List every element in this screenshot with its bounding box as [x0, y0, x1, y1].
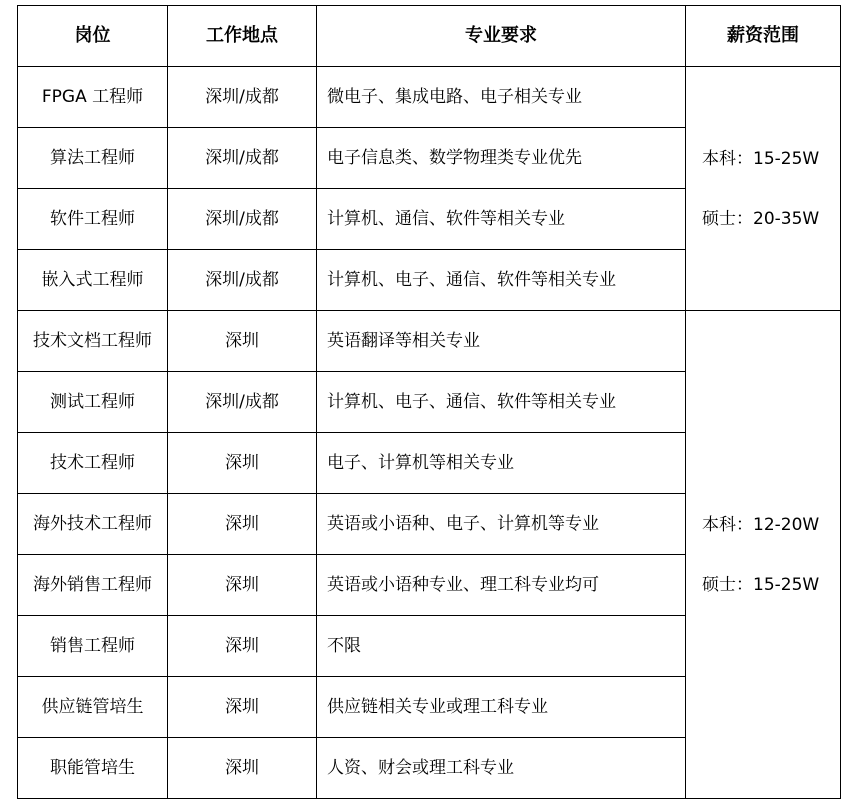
location-cell: 深圳 — [168, 311, 317, 372]
position-cell: 嵌入式工程师 — [18, 250, 168, 311]
location-cell: 深圳 — [168, 433, 317, 494]
major-cell: 英语或小语种、电子、计算机等专业 — [317, 494, 686, 555]
location-cell: 深圳/成都 — [168, 250, 317, 311]
location-cell: 深圳 — [168, 494, 317, 555]
table-row — [18, 311, 841, 372]
major-cell: 计算机、通信、软件等相关专业 — [317, 189, 686, 250]
location-cell: 深圳/成都 — [168, 189, 317, 250]
location-cell: 深圳/成都 — [168, 372, 317, 433]
position-cell: 职能管培生 — [18, 738, 168, 799]
position-cell: 技术工程师 — [18, 433, 168, 494]
major-cell: 英语翻译等相关专业 — [317, 311, 686, 372]
major-cell: 计算机、电子、通信、软件等相关专业 — [317, 372, 686, 433]
position-cell: 海外技术工程师 — [18, 494, 168, 555]
position-cell: FPGA 工程师 — [18, 67, 168, 128]
major-cell: 计算机、电子、通信、软件等相关专业 — [317, 250, 686, 311]
recruitment-table — [17, 5, 841, 799]
location-cell: 深圳 — [168, 677, 317, 738]
position-cell: 技术文档工程师 — [18, 311, 168, 372]
position-cell: 软件工程师 — [18, 189, 168, 250]
location-cell: 深圳/成都 — [168, 128, 317, 189]
salary-master: 硕士：20-35W — [702, 208, 820, 229]
major-cell: 微电子、集成电路、电子相关专业 — [317, 67, 686, 128]
salary-cell-group-1 — [686, 67, 841, 311]
location-cell: 深圳 — [168, 616, 317, 677]
position-cell: 供应链管培生 — [18, 677, 168, 738]
salary-bachelor: 本科：12-20W — [702, 514, 820, 535]
table-row — [18, 67, 841, 128]
major-cell: 不限 — [317, 616, 686, 677]
major-cell: 英语或小语种专业、理工科专业均可 — [317, 555, 686, 616]
major-cell: 人资、财会或理工科专业 — [317, 738, 686, 799]
header-location: 工作地点 — [168, 6, 317, 67]
salary-cell-group-2 — [686, 311, 841, 799]
position-cell: 测试工程师 — [18, 372, 168, 433]
position-cell: 算法工程师 — [18, 128, 168, 189]
location-cell: 深圳 — [168, 555, 317, 616]
salary-master: 硕士：15-25W — [702, 574, 820, 595]
header-major: 专业要求 — [317, 6, 686, 67]
header-row — [18, 6, 841, 67]
header-position: 岗位 — [18, 6, 168, 67]
location-cell: 深圳/成都 — [168, 67, 317, 128]
header-salary: 薪资范围 — [686, 6, 841, 67]
major-cell: 供应链相关专业或理工科专业 — [317, 677, 686, 738]
position-cell: 销售工程师 — [18, 616, 168, 677]
location-cell: 深圳 — [168, 738, 317, 799]
major-cell: 电子、计算机等相关专业 — [317, 433, 686, 494]
major-cell: 电子信息类、数学物理类专业优先 — [317, 128, 686, 189]
position-cell: 海外销售工程师 — [18, 555, 168, 616]
salary-bachelor: 本科：15-25W — [702, 148, 820, 169]
